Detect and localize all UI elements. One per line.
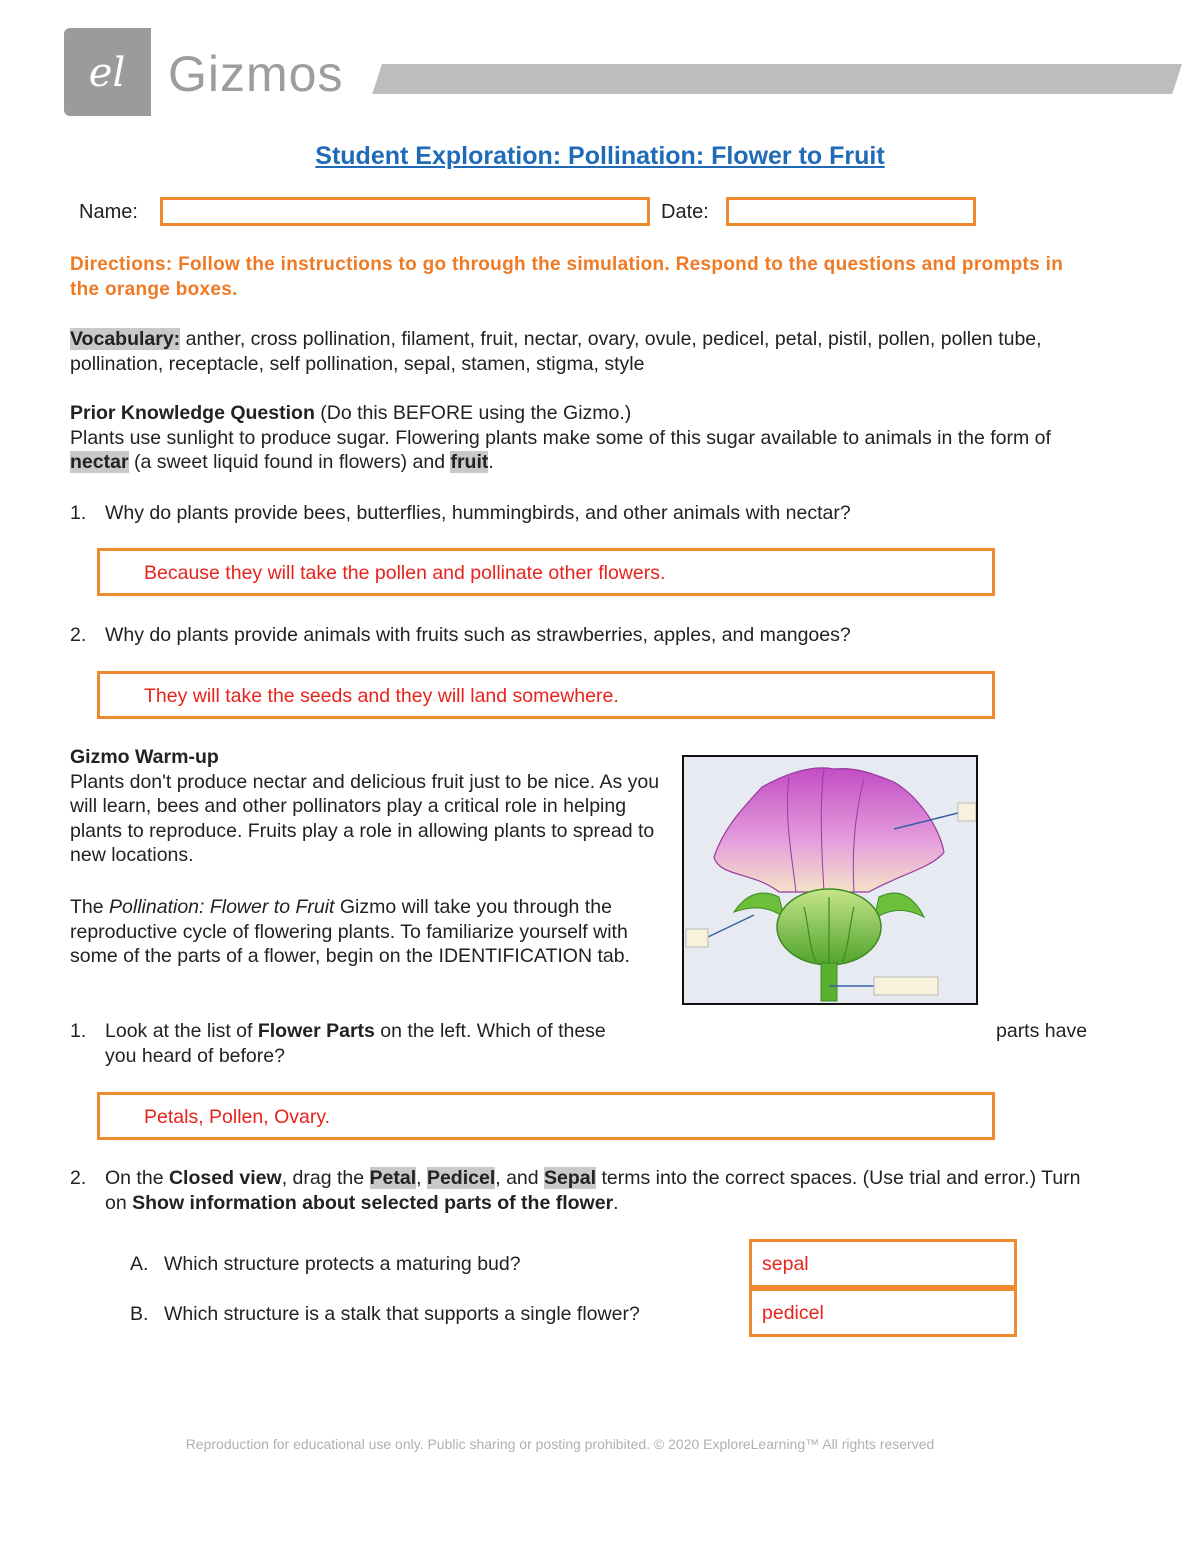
label-slot-petal[interactable]	[958, 803, 976, 821]
warmup-paragraph-1: Plants don't produce nectar and delicious fruit just to be nice. As you will learn, bees and other pollinators play a critical role in helping plants to reproduce. Fruits play a role in allowing plants to spread to new locations.	[70, 770, 660, 866]
page-title: Student Exploration: Pollination: Flower to Fruit	[315, 142, 885, 170]
prior-text-2: (a sweet liquid found in flowers) and	[128, 451, 451, 473]
term-pedicel: Pedicel	[426, 1167, 496, 1189]
gizmos-wordmark: Gizmos	[168, 46, 344, 102]
name-field[interactable]	[160, 197, 650, 226]
svg-text:el: el	[88, 50, 126, 96]
question-text: Why do plants provide bees, butterflies, hummingbirds, and other animals with nectar?	[105, 502, 851, 524]
prior-text-3: .	[488, 451, 494, 473]
prior-knowledge-note: (Do this BEFORE using the Gizmo.)	[314, 402, 632, 424]
date-label: Date:	[661, 201, 709, 223]
prior-knowledge	[70, 401, 1100, 475]
question-number: 2.	[70, 624, 87, 646]
answer-box-prior-1[interactable]	[97, 548, 995, 596]
name-label: Name:	[79, 201, 138, 223]
sepal-right	[874, 893, 924, 919]
term-fruit: fruit	[450, 451, 489, 473]
warmup-paragraph-2	[70, 895, 650, 969]
petal-shape	[714, 768, 944, 892]
term-sepal: Sepal	[544, 1167, 597, 1189]
q2-b1: Closed view	[168, 1167, 282, 1189]
question-number: 1.	[70, 502, 87, 524]
header-bar	[372, 64, 1182, 94]
q2-t3: ,	[416, 1167, 427, 1189]
warmup-heading: Gizmo Warm-up	[70, 746, 219, 768]
answer-text: Petals, Pollen, Ovary.	[144, 1106, 331, 1128]
vocabulary-label: Vocabulary:	[70, 328, 181, 350]
vocabulary	[70, 327, 1100, 376]
subquestion-letter: B.	[130, 1303, 149, 1325]
directions: Directions: Follow the instructions to go through the simulation. Respond to the questions and prompts in the orange boxes.	[70, 254, 1064, 300]
prior-text-1: Plants use sunlight to produce sugar. Flowering plants make some of this sugar available to animals in the form of	[70, 426, 1051, 449]
q2-t4: , and	[495, 1167, 545, 1189]
question-number: 1.	[70, 1020, 87, 1042]
prior-knowledge-heading: Prior Knowledge Question	[70, 402, 315, 424]
subquestion-text: Which structure is a stalk that supports a single flower?	[164, 1303, 640, 1325]
date-field[interactable]	[726, 197, 976, 226]
q2-b2: Show information about selected parts of the flower	[132, 1191, 614, 1214]
answer-text: pedicel	[762, 1302, 824, 1324]
q1-text-d: you heard of before?	[105, 1044, 285, 1067]
answer-box-sub-a[interactable]	[749, 1239, 1017, 1288]
p2-text-a: The	[70, 896, 110, 918]
subquestion-text: Which structure protects a maturing bud?	[164, 1253, 521, 1275]
label-pointer-sepal	[708, 915, 754, 937]
answer-box-sub-b[interactable]	[749, 1288, 1017, 1337]
term-nectar: nectar	[70, 451, 129, 473]
subquestion-letter: A.	[130, 1253, 149, 1275]
answer-box-warmup-1[interactable]	[97, 1092, 995, 1140]
q2-t1: On the	[105, 1167, 169, 1189]
question-text	[105, 1019, 606, 1044]
question-text: Why do plants provide animals with fruits such as strawberries, apples, and mangoes?	[105, 624, 851, 646]
footer-copyright: Reproduction for educational use only. Public sharing or posting prohibited. © 2020 ExploreLearning™ All rights reserved	[185, 1436, 935, 1452]
q1-text-b: on the left. Which of these	[374, 1020, 606, 1042]
q1-bold: Flower Parts	[257, 1020, 375, 1042]
answer-text: They will take the seeds and they will land somewhere.	[144, 685, 619, 707]
label-slot-sepal[interactable]	[686, 929, 708, 947]
warmup-section	[70, 745, 670, 868]
term-petal: Petal	[369, 1167, 417, 1189]
q2-t5: terms into the correct spaces. (Use trial and error.) Turn on	[105, 1167, 1081, 1214]
question-text	[105, 1166, 1095, 1215]
vocabulary-terms: anther, cross pollination, filament, fruit, nectar, ovary, ovule, pedicel, petal, pistil, pollen, pollen tube, pollination, receptacle, self pollination, sepal, stamen, stigma, style	[70, 328, 1042, 375]
sepal-left	[734, 893, 784, 917]
gizmo-name: Pollination: Flower to Fruit	[109, 896, 335, 918]
flower-diagram	[682, 755, 978, 1005]
answer-text: Because they will take the pollen and pollinate other flowers.	[144, 562, 666, 584]
flower-illustration	[684, 757, 976, 1003]
q2-t6: .	[613, 1191, 619, 1214]
explorelearning-logo	[64, 28, 151, 116]
pedicel-stalk	[821, 963, 837, 1001]
q1-text-c: parts have	[996, 1020, 1088, 1042]
q2-t2: , drag the	[281, 1167, 370, 1189]
q1-text-a: Look at the list of	[105, 1020, 258, 1042]
answer-box-prior-2[interactable]	[97, 671, 995, 719]
label-slot-pedicel[interactable]	[874, 977, 938, 995]
p2-text-b: Gizmo will take you through the reproductive cycle of flowering plants. To familiarize yourself with some of the parts of a flower, begin on the IDENTIFICATION tab.	[70, 896, 630, 967]
question-number: 2.	[70, 1167, 87, 1189]
el-logo-icon	[64, 28, 151, 116]
answer-text: sepal	[762, 1253, 809, 1275]
